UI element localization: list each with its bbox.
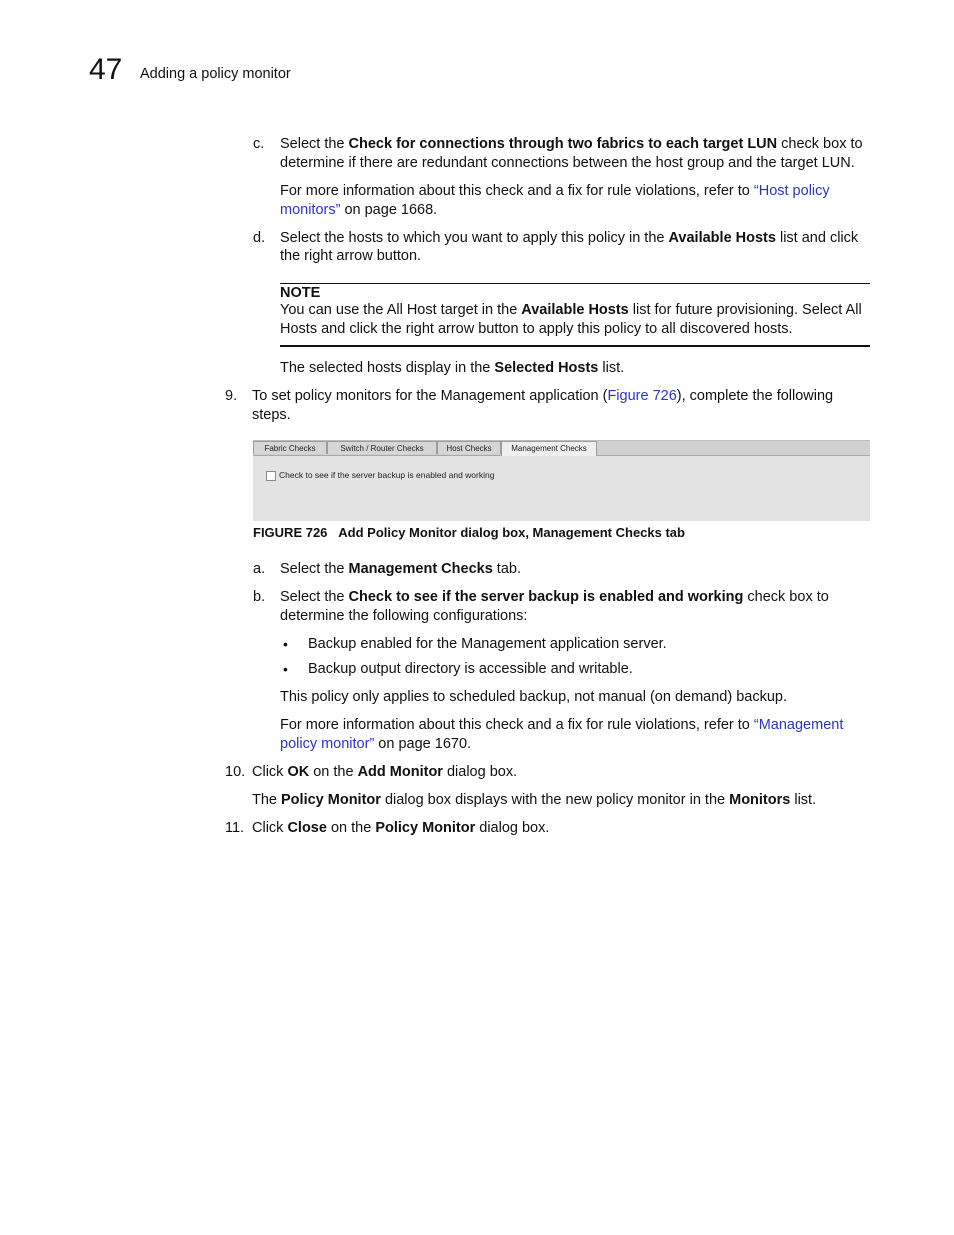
selected-hosts-bold: Selected Hosts bbox=[494, 360, 599, 376]
step-10-result-bold2: Monitors bbox=[729, 792, 791, 808]
management-policy-monitor-link[interactable]: “Management bbox=[753, 717, 844, 733]
step-11-mid: on the bbox=[326, 820, 376, 836]
step-10-result-bold1: Policy Monitor bbox=[281, 792, 381, 808]
step-d-pre: Select the hosts to which you want to apply this policy in the bbox=[280, 230, 669, 246]
step-c-bold: Check for connections through two fabrics to each target LUN bbox=[348, 136, 778, 152]
step-9-line2: steps. bbox=[252, 407, 291, 423]
note-bottom-rule bbox=[280, 345, 870, 347]
step-10-mid: on the bbox=[309, 764, 358, 780]
step-10-pre: Click bbox=[252, 764, 288, 780]
management-checks-figure bbox=[253, 440, 870, 521]
step-b-bold: Check to see if the server backup is enabled and working bbox=[348, 589, 744, 605]
bullet-dot: • bbox=[283, 661, 288, 677]
selected-hosts-text bbox=[280, 359, 624, 378]
step-10-result-post: list. bbox=[790, 792, 817, 808]
step-a-bold: Management Checks bbox=[348, 561, 493, 577]
note-text bbox=[280, 301, 862, 320]
step-c-pre: Select the bbox=[280, 136, 349, 152]
tab-host-checks[interactable]: Host Checks bbox=[437, 441, 501, 454]
step-c-line2: determine if there are redundant connections between the host group and the target LUN. bbox=[280, 155, 855, 171]
step-c-post: check box to bbox=[777, 136, 863, 152]
step-11-bold-policy-monitor: Policy Monitor bbox=[375, 820, 476, 836]
step-c-info bbox=[280, 182, 830, 201]
step-b-line2: determine the following configurations: bbox=[280, 608, 528, 624]
tab-bar bbox=[253, 441, 870, 456]
step-11-label: 11. bbox=[225, 820, 245, 836]
chapter-number: 47 bbox=[89, 53, 123, 86]
step-b-info bbox=[280, 716, 843, 735]
figure-726-link[interactable]: Figure 726 bbox=[607, 388, 677, 404]
step-11-bold-close: Close bbox=[287, 820, 327, 836]
step-11-pre: Click bbox=[252, 820, 288, 836]
step-d-text bbox=[280, 229, 858, 248]
step-c-info-pre: For more information about this check and a fix for rule violations, refer to bbox=[280, 183, 754, 199]
server-backup-checkbox-label: Check to see if the server backup is enabled and working bbox=[279, 470, 495, 480]
step-b-post: check box to bbox=[743, 589, 829, 605]
step-a-post: tab. bbox=[492, 561, 521, 577]
step-10-result-pre: The bbox=[252, 792, 282, 808]
step-9-label: 9. bbox=[225, 388, 238, 404]
step-9-post: ), complete the following bbox=[676, 388, 834, 404]
step-a-pre: Select the bbox=[280, 561, 349, 577]
step-10-post: dialog box. bbox=[442, 764, 518, 780]
bullet-item: Backup enabled for the Management application server. bbox=[308, 636, 667, 652]
step-11-post: dialog box. bbox=[475, 820, 550, 836]
step-c-text bbox=[280, 135, 863, 154]
step-b-label: b. bbox=[253, 589, 266, 605]
step-10-bold-add-monitor: Add Monitor bbox=[357, 764, 443, 780]
host-policy-monitors-link-cont[interactable]: monitors” bbox=[280, 202, 341, 218]
step-9-text bbox=[252, 387, 833, 406]
step-b-text bbox=[280, 588, 829, 607]
scope-text: This policy only applies to scheduled backup, not manual (on demand) backup. bbox=[280, 689, 787, 705]
step-b-info-pre: For more information about this check and a fix for rule violations, refer to bbox=[280, 717, 754, 733]
management-policy-monitor-link-cont[interactable]: policy monitor” bbox=[280, 736, 375, 752]
figure-caption bbox=[253, 523, 685, 542]
tab-fabric-checks[interactable]: Fabric Checks bbox=[253, 441, 327, 454]
step-10-label: 10. bbox=[225, 764, 246, 780]
note-pre: You can use the All Host target in the bbox=[280, 302, 522, 318]
note-post: list for future provisioning. Select All bbox=[628, 302, 862, 318]
step-c-info-post: on page 1668. bbox=[340, 202, 438, 218]
step-c-label: c. bbox=[253, 136, 265, 152]
step-10-text bbox=[252, 763, 517, 782]
bullet-item: Backup output directory is accessible and writable. bbox=[308, 661, 633, 677]
figure-caption-text: Add Policy Monitor dialog box, Management Checks tab bbox=[338, 525, 685, 540]
server-backup-checkbox[interactable] bbox=[266, 471, 276, 481]
tab-management-checks[interactable]: Management Checks bbox=[501, 441, 597, 456]
step-b-pre: Select the bbox=[280, 589, 349, 605]
step-10-result-mid: dialog box displays with the new policy monitor in the bbox=[380, 792, 730, 808]
selected-hosts-post: list. bbox=[598, 360, 625, 376]
note-bold: Available Hosts bbox=[521, 302, 629, 318]
note-top-rule bbox=[280, 283, 870, 284]
step-11-text bbox=[252, 819, 549, 838]
figure-caption-number: FIGURE 726 bbox=[253, 525, 328, 540]
step-10-bold-ok: OK bbox=[287, 764, 310, 780]
step-d-post: list and click bbox=[775, 230, 859, 246]
host-policy-monitors-link[interactable]: “Host policy bbox=[753, 183, 830, 199]
step-10-result bbox=[252, 791, 816, 810]
step-d-line2: the right arrow button. bbox=[280, 248, 422, 264]
tab-switch-router-checks[interactable]: Switch / Router Checks bbox=[327, 441, 437, 454]
bullet-dot: • bbox=[283, 636, 288, 652]
step-b-info-line2 bbox=[280, 735, 471, 754]
step-d-bold: Available Hosts bbox=[668, 230, 776, 246]
selected-hosts-pre: The selected hosts display in the bbox=[280, 360, 495, 376]
note-heading: NOTE bbox=[280, 285, 321, 301]
step-a-text bbox=[280, 560, 521, 579]
step-c-info-line2 bbox=[280, 201, 437, 220]
step-9-pre: To set policy monitors for the Management application ( bbox=[252, 388, 608, 404]
step-a-label: a. bbox=[253, 561, 266, 577]
step-b-info-post: on page 1670. bbox=[374, 736, 472, 752]
chapter-title: Adding a policy monitor bbox=[140, 66, 291, 82]
note-line2: Hosts and click the right arrow button to apply this policy to all discovered hosts. bbox=[280, 321, 793, 337]
step-d-label: d. bbox=[253, 230, 266, 246]
